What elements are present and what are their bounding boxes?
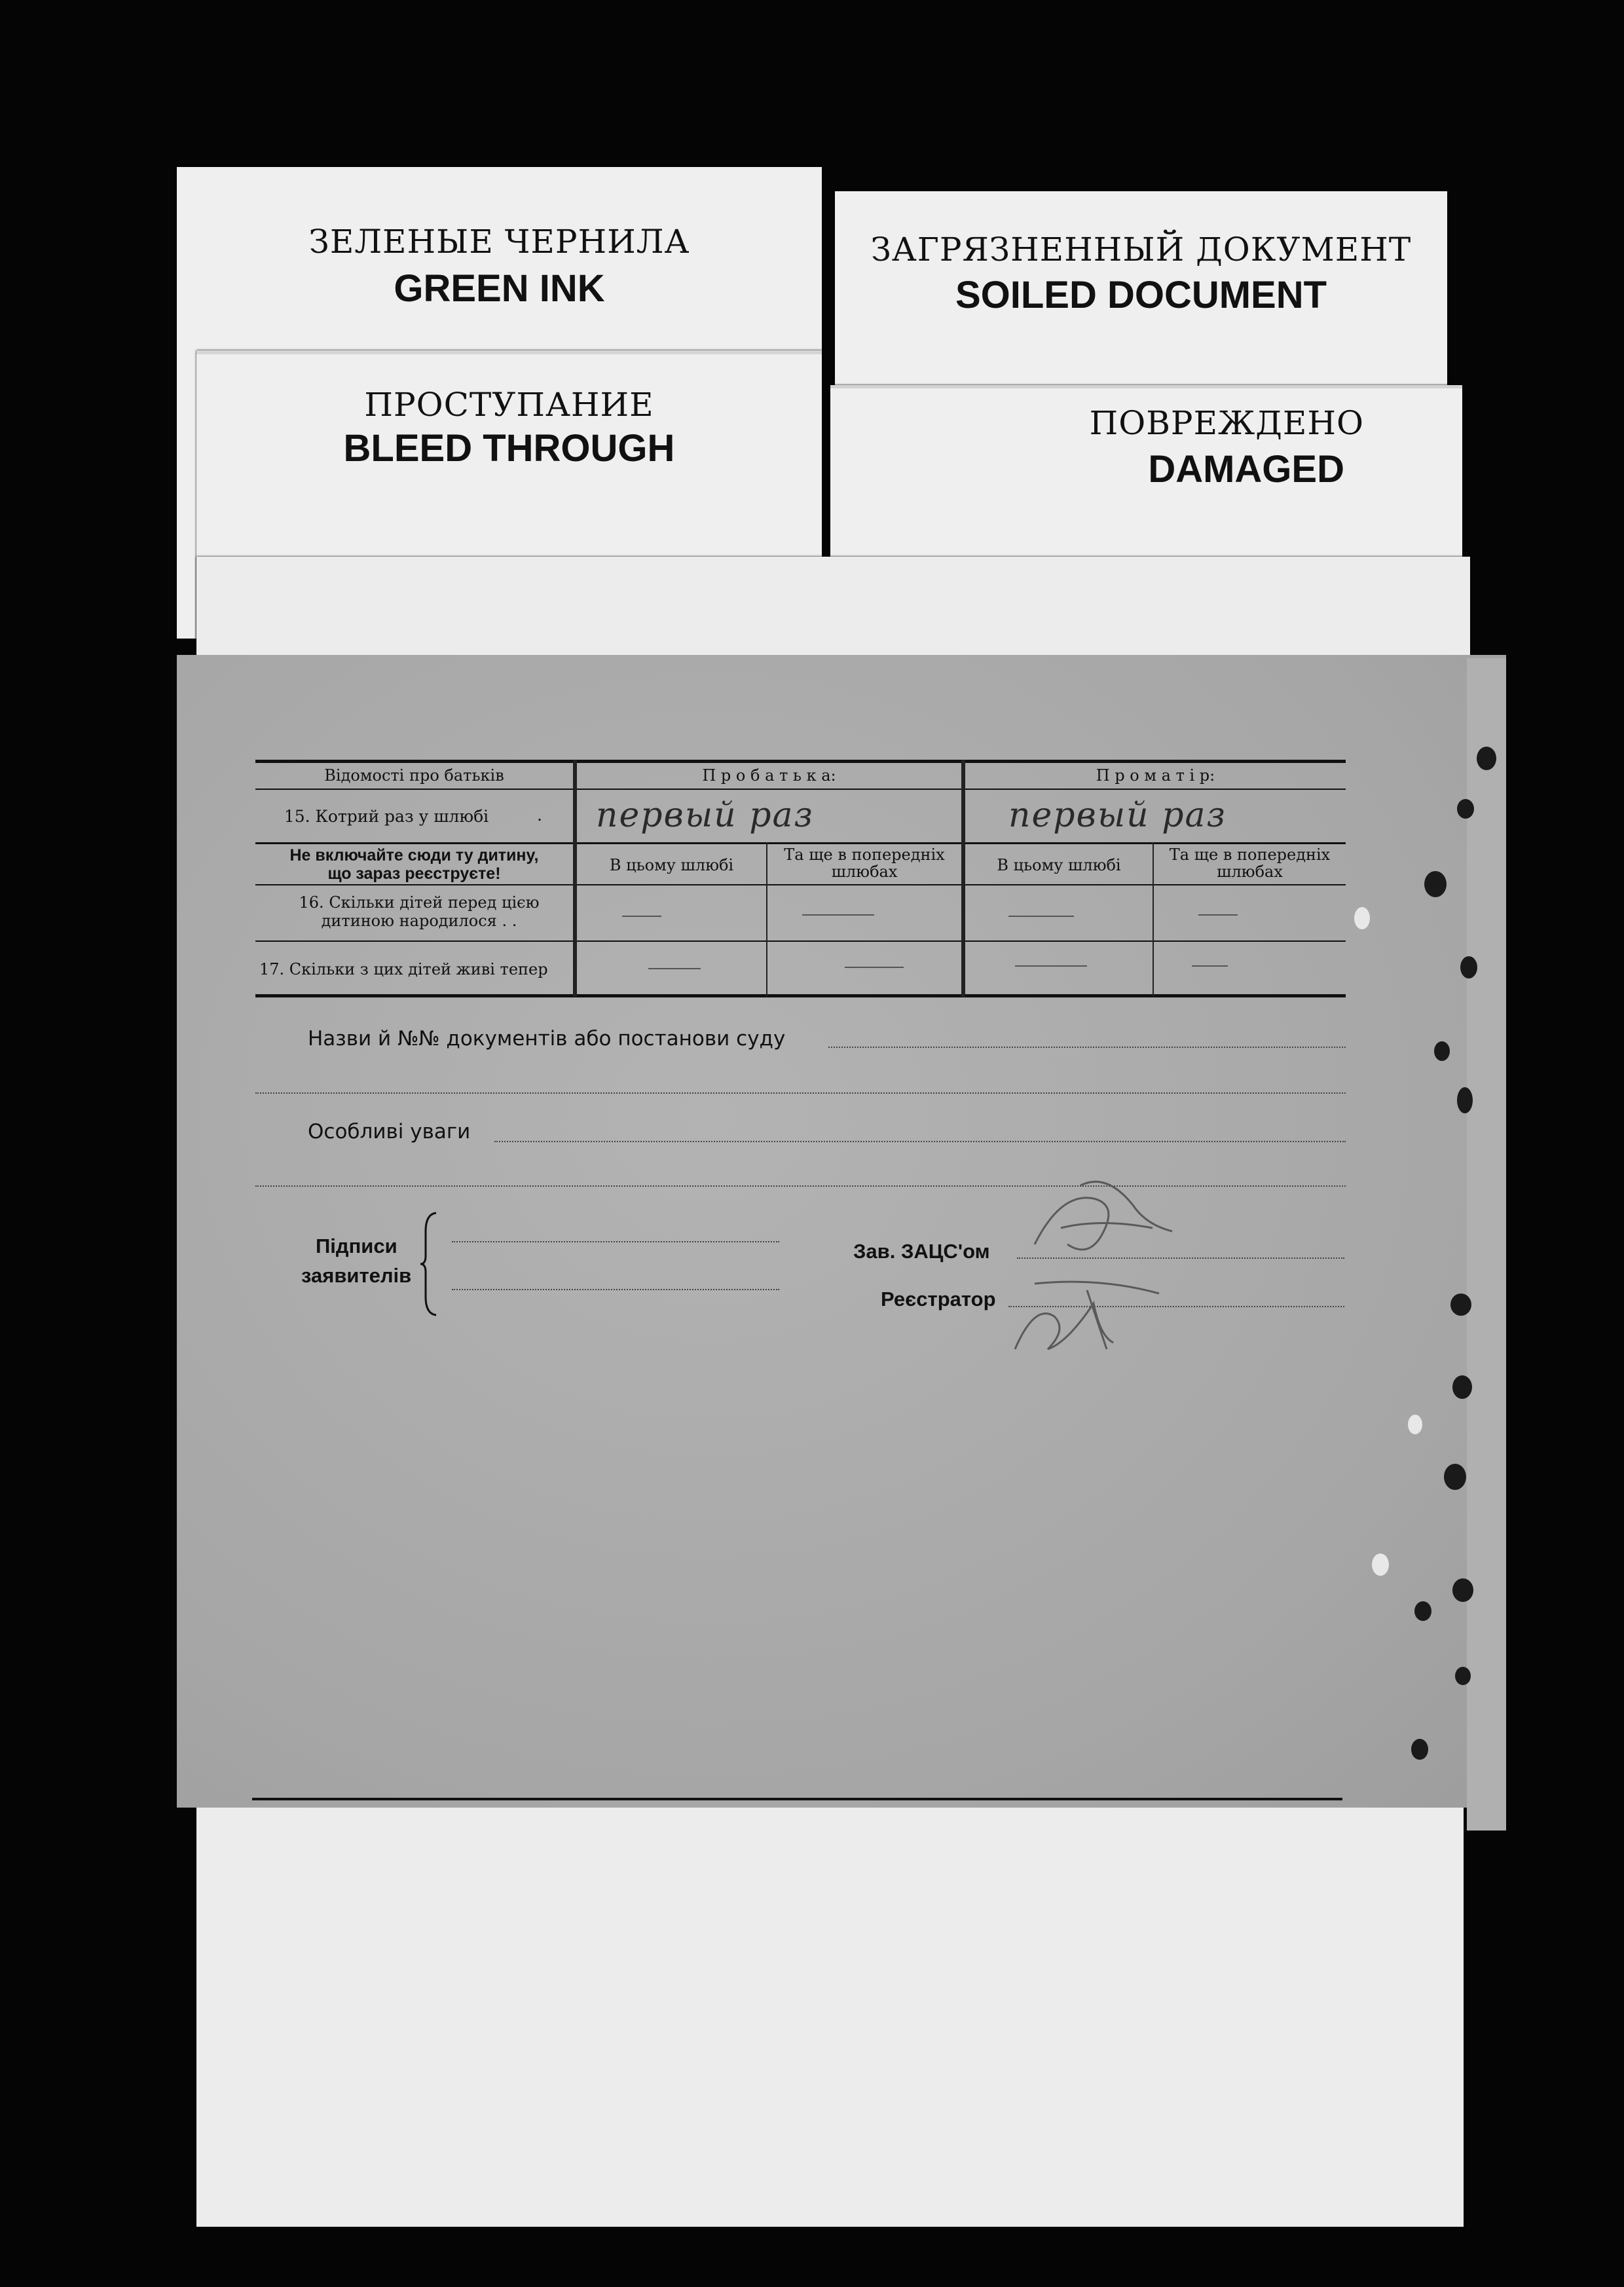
- row16-line1: 16. Скільки дітей перед цією: [299, 893, 540, 912]
- applicant-signature-line-2: [452, 1289, 779, 1290]
- mother-prev-marriages-2: шлюбах: [1217, 863, 1283, 880]
- binding-hole: [1444, 1464, 1466, 1490]
- paper-strip: [196, 557, 1470, 661]
- binding-hole-light: [1408, 1415, 1422, 1434]
- binding-hole: [1460, 956, 1477, 978]
- binding-hole: [1411, 1739, 1428, 1760]
- father-prev-marriages-1: Та ще в попередніх: [784, 846, 945, 863]
- table-bottom-rule: [255, 994, 1346, 997]
- father-this-marriage: В цьому шлюбі: [609, 857, 734, 874]
- applicant-signature-line-1: [452, 1241, 779, 1242]
- warning-line1: Не включайте сюди ту дитину,: [289, 846, 539, 865]
- head-signature-scribble: [1022, 1166, 1192, 1271]
- row17-dash: [1192, 965, 1228, 967]
- binding-hole-light: [1372, 1553, 1389, 1576]
- row17-dash: [845, 967, 904, 968]
- table-rule: [255, 940, 1346, 942]
- binding-hole: [1477, 747, 1496, 770]
- binding-hole: [1414, 1601, 1431, 1621]
- card-soiled-en: SOILED DOCUMENT: [955, 274, 1327, 316]
- row16-dash: [1198, 914, 1238, 916]
- row15-mother-handwriting: первый раз: [1008, 796, 1227, 835]
- card-green-ink-en: GREEN INK: [394, 267, 605, 310]
- binding-hole: [1424, 871, 1447, 897]
- binding-hole: [1457, 799, 1474, 819]
- documents-label: Назви й №№ документів або постанови суду: [308, 1027, 786, 1051]
- table-rule: [255, 842, 1346, 844]
- binding-hole: [1452, 1375, 1472, 1399]
- mother-prev-marriages-1: Та ще в попередніх: [1169, 846, 1331, 863]
- card-bleed-en: BLEED THROUGH: [343, 427, 675, 470]
- row15-label: 15. Котрий раз у шлюбі: [284, 807, 489, 826]
- notes-label: Особливі уваги: [308, 1120, 471, 1144]
- binding-hole: [1452, 1578, 1473, 1602]
- documents-fill-line: [828, 1047, 1346, 1048]
- header-father: П р о б а т ь к а:: [702, 766, 836, 785]
- card-damaged-ru: ПОВРЕЖДЕНО: [1089, 404, 1364, 442]
- registrar-signature-scribble: [1008, 1264, 1166, 1362]
- backing-paper: [196, 1794, 1464, 2227]
- warning-line2: що зараз реєструєте!: [327, 865, 501, 883]
- row15-father-handwriting: первый раз: [596, 796, 814, 835]
- card-green-ink-ru: ЗЕЛЕНЫЕ ЧЕРНИЛА: [308, 223, 690, 261]
- table-rule: [255, 789, 1346, 790]
- card-soiled-ru: ЗАГРЯЗНЕННЫЙ ДОКУМЕНТ: [870, 231, 1412, 269]
- table-rule: [255, 884, 1346, 885]
- documents-fill-line-2: [255, 1092, 1346, 1094]
- brace-icon: [419, 1212, 439, 1316]
- binding-hole-light: [1354, 907, 1370, 929]
- table-col-divider: [961, 760, 965, 997]
- row17-dash: [648, 968, 701, 969]
- row16-line2: дитиною народилося . .: [321, 912, 517, 930]
- row15-dot: .: [537, 806, 542, 825]
- table-col-divider: [573, 760, 577, 997]
- registrar-label: Реєстратор: [881, 1288, 996, 1311]
- mother-this-marriage: В цьому шлюбі: [997, 857, 1121, 874]
- notes-fill-line: [494, 1141, 1346, 1142]
- row17-label: 17. Скільки з цих дітей живі тепер: [259, 960, 548, 978]
- sheet-right-edge: [1467, 658, 1506, 1831]
- card-bleed-ru: ПРОСТУПАНИЕ: [364, 386, 654, 424]
- applicants-label-line1: Підписи: [316, 1235, 397, 1257]
- form-table: [255, 760, 1346, 997]
- row16-dash: [1008, 916, 1074, 917]
- row16-dash: [802, 914, 874, 916]
- head-of-registry-label: Зав. ЗАЦС'ом: [853, 1240, 990, 1263]
- binding-hole: [1455, 1667, 1471, 1685]
- applicants-label-line2: заявителів: [301, 1264, 412, 1287]
- father-prev-marriages-2: шлюбах: [831, 863, 898, 880]
- row17-dash: [1015, 965, 1087, 967]
- binding-hole: [1457, 1087, 1473, 1113]
- form-bottom-rule: [252, 1798, 1342, 1800]
- row16-dash: [622, 916, 661, 917]
- header-mother: П р о м а т і р:: [1096, 766, 1215, 785]
- table-top-rule: [255, 760, 1346, 763]
- header-parents-info: Відомості про батьків: [324, 766, 504, 785]
- binding-hole: [1450, 1293, 1471, 1316]
- binding-hole: [1434, 1041, 1450, 1061]
- card-damaged-en: DAMAGED: [1148, 448, 1344, 491]
